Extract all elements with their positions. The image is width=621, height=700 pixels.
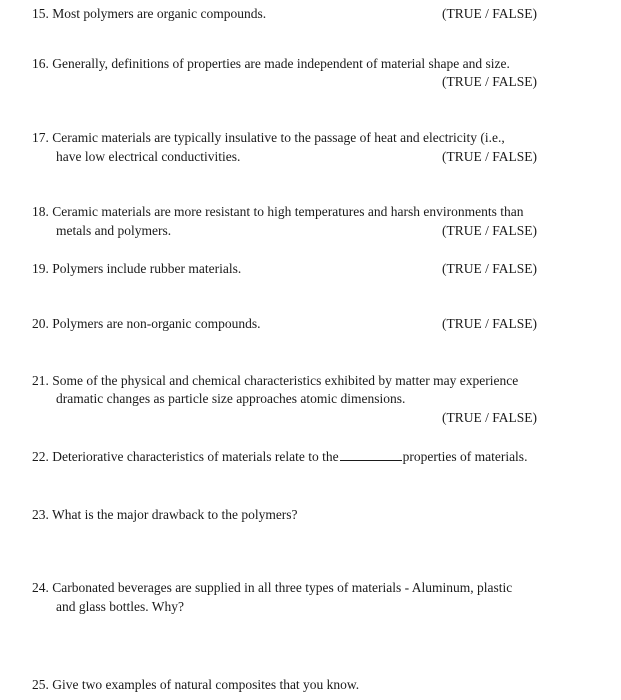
question-16-text: 16. Generally, definitions of properties are made independent of material shape and size. xyxy=(32,56,510,71)
question-18-text-line2: metals and polymers. xyxy=(56,223,172,238)
question-18-text-line1: 18. Ceramic materials are more resistant to high temperatures and harsh environments than xyxy=(32,204,524,219)
question-22-answer-blank[interactable] xyxy=(340,448,402,461)
question-21-true-false[interactable]: (TRUE / FALSE) xyxy=(442,410,537,425)
question-21-text-line2: dramatic changes as particle size approaches atomic dimensions. xyxy=(56,391,406,406)
question-20-text: 20. Polymers are non-organic compounds. xyxy=(32,316,261,331)
question-18-true-false[interactable]: (TRUE / FALSE) xyxy=(442,223,537,238)
question-17-true-false[interactable]: (TRUE / FALSE) xyxy=(442,149,537,164)
question-24-text-line2: and glass bottles. Why? xyxy=(56,599,184,614)
question-16-true-false[interactable]: (TRUE / FALSE) xyxy=(442,74,537,89)
question-17-text-line2: have low electrical conductivities. xyxy=(56,149,241,164)
question-15-text: 15. Most polymers are organic compounds. xyxy=(32,6,267,21)
question-15-true-false[interactable]: (TRUE / FALSE) xyxy=(442,6,537,21)
question-22-text-before: 22. Deteriorative characteristics of materials relate to the xyxy=(32,449,339,464)
question-20-true-false[interactable]: (TRUE / FALSE) xyxy=(442,316,537,331)
question-22-text-after: properties of materials. xyxy=(402,449,528,464)
question-25-text: 25. Give two examples of natural composites that you know. xyxy=(32,677,360,692)
question-17-text-line1: 17. Ceramic materials are typically insulative to the passage of heat and electricity (i.e., xyxy=(32,130,505,145)
question-23-text: 23. What is the major drawback to the polymers? xyxy=(32,507,298,522)
question-21-text-line1: 21. Some of the physical and chemical characteristics exhibited by matter may experience xyxy=(32,373,519,388)
question-22 xyxy=(32,448,527,465)
question-19-text: 19. Polymers include rubber materials. xyxy=(32,261,242,276)
question-24-text-line1: 24. Carbonated beverages are supplied in all three types of materials - Aluminum, plastic xyxy=(32,580,513,595)
question-19-true-false[interactable]: (TRUE / FALSE) xyxy=(442,261,537,276)
